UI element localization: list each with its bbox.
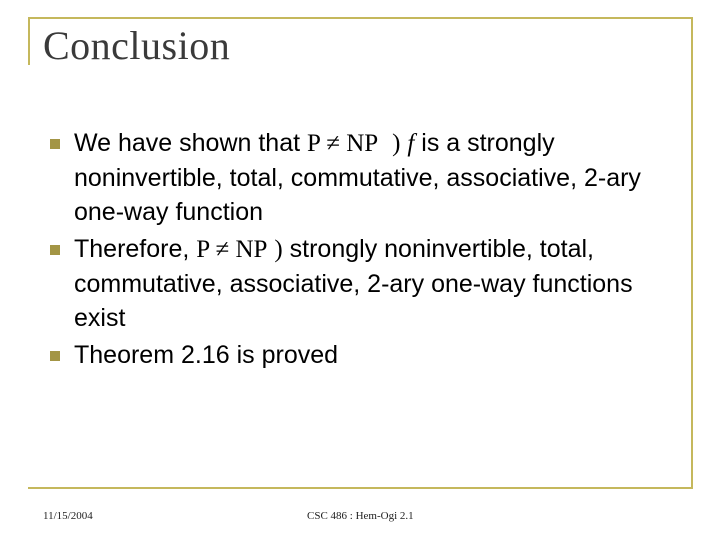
frame-left-line — [28, 17, 30, 65]
bullet-2-text-after: strongly noninvertible, total, commutative, associative, 2-ary one-way functions exist — [74, 235, 633, 332]
bullet-1-implies: ) — [392, 130, 401, 157]
frame-right-line — [691, 17, 693, 489]
bullet-3-text: Theorem 2.16 is proved — [74, 341, 339, 369]
bullet-2-math: P ≠ NP — [196, 236, 268, 263]
bullet-1-math: P ≠ NP — [307, 130, 379, 157]
bullet-1-text-after: is a strongly noninvertible, total, commutative, associative, 2-ary one-way function — [74, 129, 641, 226]
bullet-2-text-before: Therefore, — [74, 235, 197, 263]
bullet-2-implies: ) — [274, 236, 283, 263]
bullet-1-text-before: We have shown that — [74, 129, 308, 157]
footer-course: CSC 486 : Hem-Ogi 2.1 — [307, 510, 414, 522]
frame-top-line — [28, 17, 693, 19]
frame-bottom-line — [28, 487, 693, 489]
square-bullet-icon — [50, 245, 60, 255]
bullet-item-1 — [74, 126, 674, 229]
square-bullet-icon — [50, 139, 60, 149]
bullet-item-2 — [74, 232, 674, 335]
bullet-item-3 — [74, 338, 674, 372]
square-bullet-icon — [50, 351, 60, 361]
bullet-1-function: f — [407, 130, 415, 157]
footer-date: 11/15/2004 — [43, 510, 93, 522]
slide-title: Conclusion — [43, 23, 231, 68]
